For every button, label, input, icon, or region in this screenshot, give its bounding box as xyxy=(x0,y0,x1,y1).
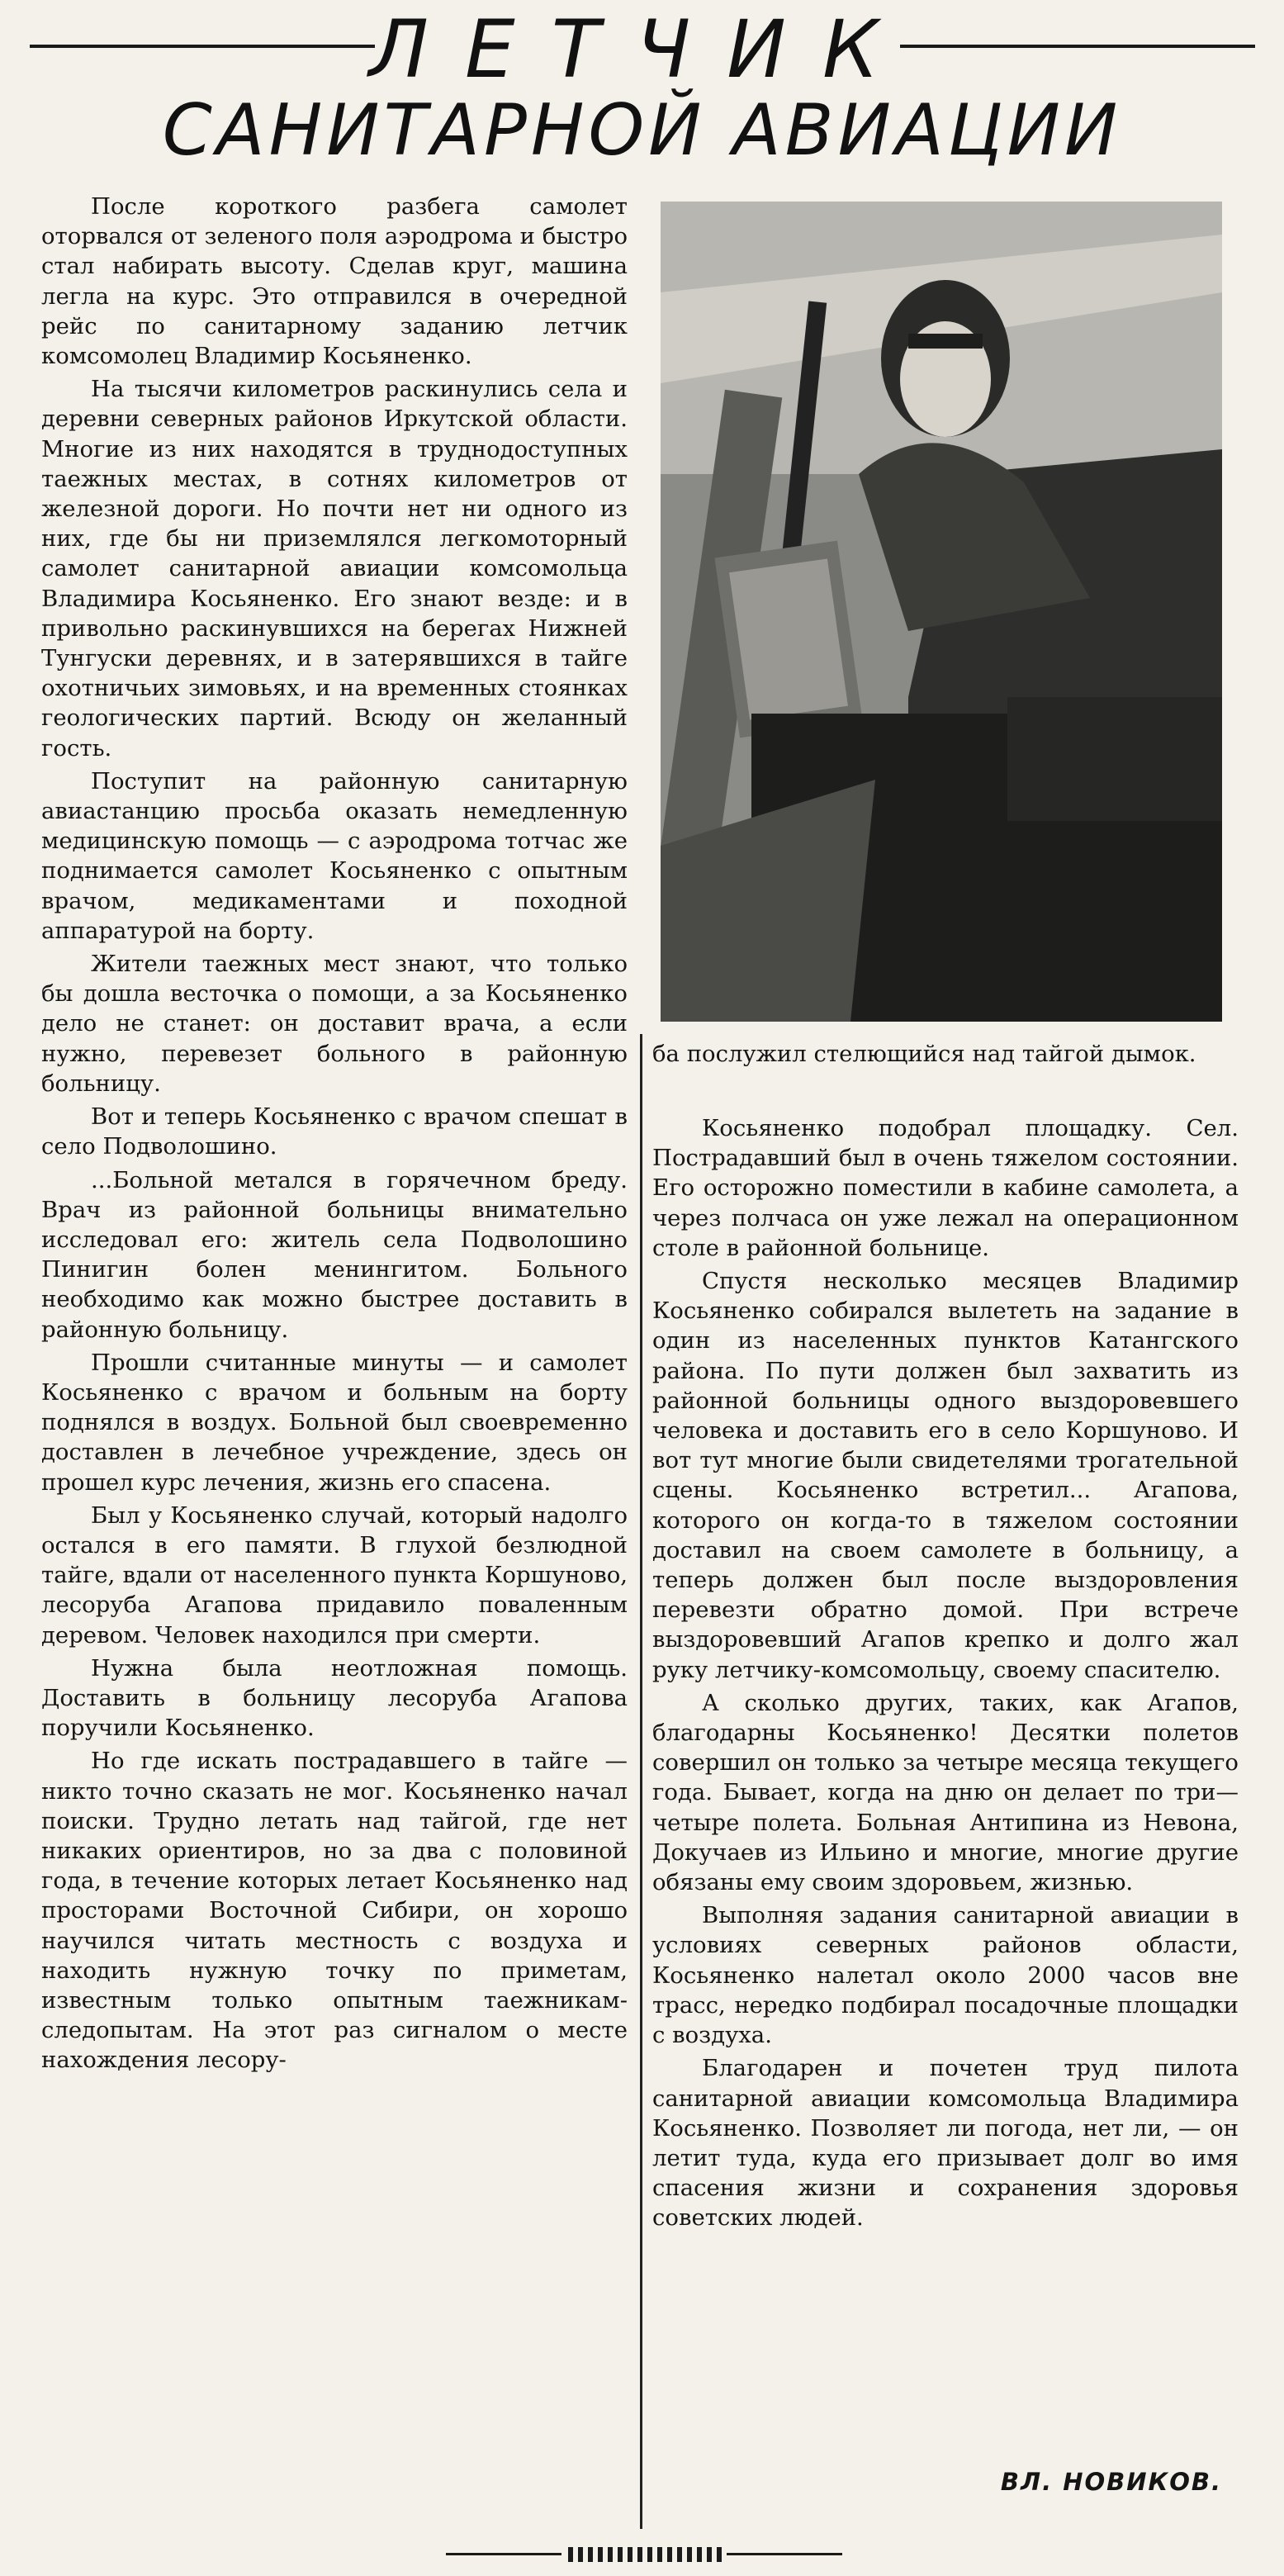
paragraph: После короткого разбега самолет оторвался от зеленого поля аэродрома и быстро стал набирать высоту. Сделав круг, машина легла на курс. Это отправился в очередной рейс по санитарному заданию летчик комсомолец Владимир Косьяненко. xyxy=(41,193,628,370)
paragraph: Спустя несколько месяцев Владимир Косьяненко собирался вылететь на задание в один из населенных пунктов Катангского района. По пути должен был захватить из районной больницы одного выздоровевшего человека и доставить его в село Коршуново. И вот тут многие были свидетелями трогательной сцены. Косьяненко встретил... Агапова, которого он когда-то в тяжелом состоянии доставил на своем самолете в больницу, а теперь должен был после выздоровления перевезти обратно домой. При встрече выздоровевший Агапов крепко и долго жал руку летчику-комсомольцу, своему спасителю. xyxy=(652,1268,1239,1683)
end-ornament xyxy=(446,2545,842,2564)
paragraph: Благодарен и почетен труд пилота санитарной авиации комсомольца Владимира Косьяненко. Позволяет ли погода, нет ли, — он летит туда, куда его призывает долг во имя спасения жизни и сохранения здоровья советских людей. xyxy=(652,2055,1239,2232)
headline-line-2: САНИТАРНОЙ АВИАЦИИ xyxy=(162,89,1122,172)
pilot-photo xyxy=(661,202,1222,1022)
paragraph: Но где искать пострадавшего в тайге — никто точно сказать не мог. Косьяненко начал поиски. Трудно летать над тайгой, где нет никаких ориентиров, но за два с половиной года, в течение которых летает Косьяненко над просторами Восточной Сибири, он хорошо научился читать местность с воздуха и находить нужную точку по приметам, известным только опытным таежникам-следопытам. На этот раз сигналом о месте нахождения лесору- xyxy=(41,1748,628,2074)
article-column-right-top xyxy=(652,1039,1239,1072)
paragraph: А сколько других, таких, как Агапов, благодарны Косьяненко! Десятки полетов совершил он только за четыре месяца текущего года. Бывает, когда на дню он делает по три—четыре полета. Больная Антипина из Невона, Докучаев из Ильино и многие, многие другие обязаны ему своим здоровьем, жизнью. xyxy=(652,1689,1239,1896)
paragraph: Был у Косьяненко случай, который надолго остался в его памяти. В глухой безлюдной тайге, вдали от населенного пункта Коршуново, лесоруба Агапова придавило поваленным деревом. Человек находился при смерти. xyxy=(41,1501,628,1649)
paragraph: ба послужил стелющийся над тайгой дымок. xyxy=(652,1041,1196,1067)
paragraph: Нужна была неотложная помощь. Доставить в больницу лесоруба Агапова поручили Косьяненко. xyxy=(41,1654,628,1742)
paragraph: На тысячи километров раскинулись села и деревни северных районов Иркутской области. Многие из них находятся в труднодоступных таежных местах, в сотнях километров от железной дороги. Но почти нет ни одного из них, где бы ни приземлялся легкомоторный самолет санитарной авиации комсомольца Владимира Косьяненко. Его знают везде: и в привольно раскинувшихся на берегах Нижней Тунгуски деревнях, и в затерявшихся в тайге охотничьих зимовьях, и на временных стоянках геологических партий. Всюду он желанный гость. xyxy=(41,376,628,761)
article-column-left xyxy=(41,192,628,2079)
paragraph: Вот и теперь Косьяненко с врачом спешат в село Подволошино. xyxy=(41,1103,628,1160)
headline-line-1: ЛЕТЧИК xyxy=(368,3,916,96)
column-rule xyxy=(640,1034,642,2529)
paragraph: Жители таежных мест знают, что только бы дошла весточка о помощи, а за Косьяненко дело не станет: он доставит врача, а если нужно, перевезет больного в районную больницу. xyxy=(41,951,628,1097)
paragraph: Прошли считанные минуты — и самолет Косьяненко с врачом и больным на борту поднялся в воздух. Больной был своевременно доставлен в лечебное учреждение, здесь он прошел курс лечения, жизнь его спасена. xyxy=(41,1349,628,1496)
paragraph: Выполняя задания санитарной авиации в условиях северных районов области, Косьяненко налетал около 2000 часов вне трасс, нередко подбирал посадочные площадки с воздуха. xyxy=(652,1902,1239,2049)
paragraph: ...Больной метался в горячечном бреду. Врач из районной больницы внимательно исследовал его: житель села Подволошино Пинигин болен менингитом. Больного необходимо как можно быстрее доставить в районную больницу. xyxy=(41,1166,628,1343)
paragraph: Косьяненко подобрал площадку. Сел. Пострадавший был в очень тяжелом состоянии. Его осторожно поместили в кабине самолета, а через полчаса он уже лежал на операционном столе в районной больнице. xyxy=(652,1115,1239,1261)
author-signature: ВЛ. НОВИКОВ. xyxy=(1000,2468,1222,2496)
article-column-right xyxy=(652,1113,1239,2237)
paragraph: Поступит на районную санитарную авиастанцию просьба оказать немедленную медицинскую помощь — с аэродрома тотчас же поднимается самолет Косьяненко с опытным врачом, медикаментами и походной аппаратурой на борту. xyxy=(41,767,628,944)
